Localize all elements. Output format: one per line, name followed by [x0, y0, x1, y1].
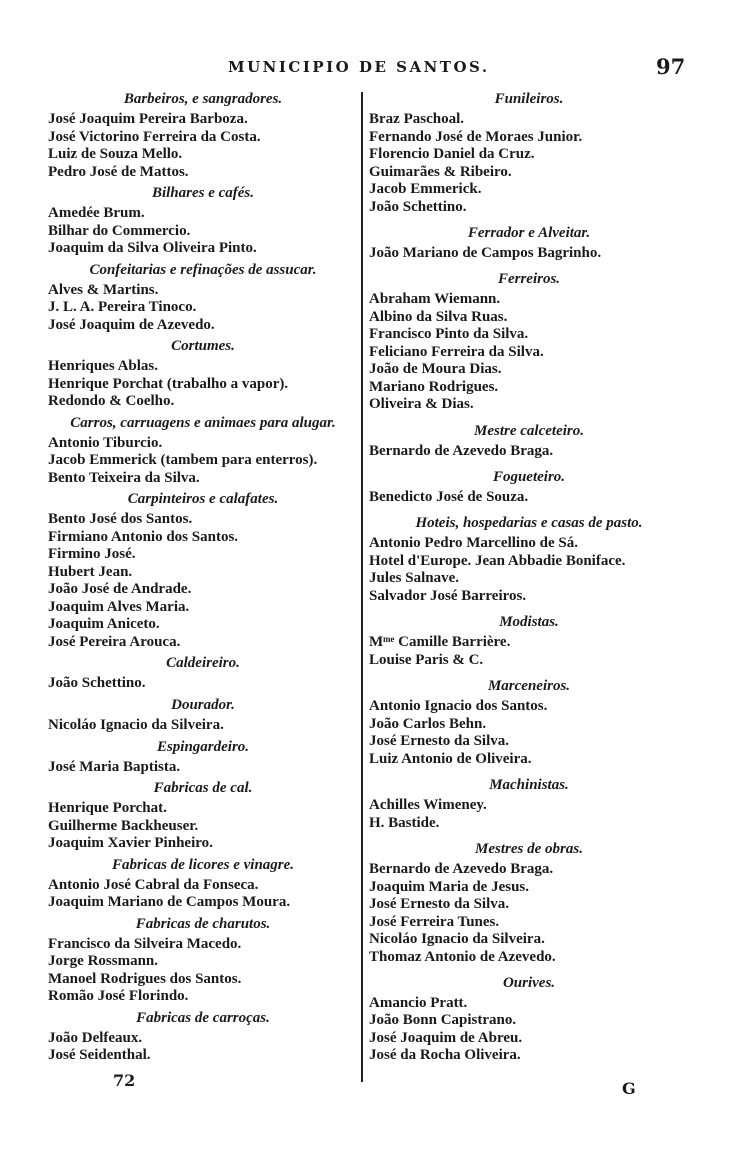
directory-section: [48, 490, 358, 651]
directory-section: [48, 261, 358, 335]
directory-entry: Joaquim Mariano de Campos Moura.: [48, 894, 291, 911]
directory-entry: J. L. A. Pereira Tinoco.: [48, 299, 197, 316]
directory-entry: Hotel d'Europe. Jean Abbadie Boniface.: [369, 552, 626, 569]
section-heading: Fabricas de carroças.: [136, 1009, 270, 1026]
directory-entry: João Schettino.: [369, 198, 467, 215]
directory-entry: Henrique Porchat (trabalho a vapor).: [48, 375, 289, 392]
directory-section: [369, 224, 689, 263]
section-heading: Espingardeiro.: [156, 738, 250, 755]
directory-entry: Jorge Rossmann.: [48, 953, 159, 970]
section-heading: Ferreiros.: [497, 271, 561, 288]
directory-entry: Luiz de Souza Mello.: [48, 146, 183, 162]
section-heading: Carpinteiros e calafates.: [127, 491, 279, 508]
directory-entry: Mariano Rodrigues.: [369, 378, 499, 395]
directory-entry: Guimarães & Ribeiro.: [369, 163, 512, 180]
section-heading: Confeitarias e refinações de assucar.: [89, 261, 317, 278]
directory-section: [369, 776, 689, 832]
directory-section: [48, 337, 358, 411]
directory-entry: Romão José Florindo.: [48, 988, 189, 1005]
directory-entry: Francisco Pinto da Silva.: [369, 326, 529, 343]
directory-entry: José Joaquim de Abreu.: [369, 1029, 523, 1046]
directory-section: [369, 270, 689, 414]
section-heading: Fabricas de cal.: [153, 780, 253, 797]
section-heading: Dourador.: [171, 697, 235, 714]
directory-entry: João de Moura Dias.: [369, 361, 502, 378]
section-heading: Ferrador e Alveitar.: [467, 224, 591, 241]
directory-entry: Braz Paschoal.: [369, 111, 464, 127]
directory-section: [369, 90, 689, 216]
directory-entry: Antonio José Cabral da Fonseca.: [48, 876, 259, 893]
directory-entry: José Ernesto da Silva.: [369, 733, 510, 750]
directory-entry: Nicoláo Ignacio da Silveira.: [48, 717, 224, 734]
directory-entry: Hubert Jean.: [48, 563, 133, 580]
directory-entry: Abraham Wiemann.: [369, 291, 501, 308]
directory-entry: Henriques Ablas.: [48, 358, 159, 375]
column-divider: [361, 92, 363, 1082]
directory-section: [369, 613, 689, 669]
directory-entry: Feliciano Ferreira da Silva.: [369, 343, 544, 360]
directory-section: [48, 779, 358, 853]
directory-entry: Bento Teixeira da Silva.: [48, 469, 200, 486]
section-heading: Mestre calceteiro.: [474, 422, 584, 439]
directory-section: [369, 974, 689, 1065]
section-heading: Ourives.: [502, 974, 556, 991]
running-title: MUNICIPIO DE SANTOS.: [228, 58, 490, 76]
directory-entry: José Maria Baptista.: [48, 758, 181, 775]
directory-entry: Antonio Ignacio dos Santos.: [369, 698, 548, 715]
section-heading: Hoteis, hospedarias e casas de pasto.: [415, 515, 643, 532]
directory-entry: José Seidenthal.: [48, 1047, 151, 1064]
section-heading: Fabricas de licores e vinagre.: [111, 856, 295, 873]
section-heading: Machinistas.: [489, 777, 569, 794]
section-heading: Modistas.: [499, 614, 559, 631]
directory-entry: Bernardo de Azevedo Braga.: [369, 442, 554, 459]
directory-entry: Mᵐᵉ Camille Barrière.: [369, 634, 511, 651]
directory-section: [48, 414, 358, 488]
directory-entry: Francisco da Silveira Macedo.: [48, 935, 242, 952]
section-heading: Funileiros.: [494, 91, 564, 107]
directory-section: [48, 1009, 358, 1065]
directory-section: [48, 738, 358, 777]
directory-entry: Alves & Martins.: [48, 281, 159, 298]
section-heading: Bilhares e cafés.: [151, 185, 255, 202]
directory-entry: Benedicto José de Souza.: [369, 489, 529, 506]
directory-entry: Pedro José de Mattos.: [48, 163, 189, 180]
section-heading: Fogueteiro.: [492, 469, 566, 486]
directory-section: [48, 856, 358, 912]
directory-section: [369, 422, 689, 461]
section-heading: Marceneiros.: [487, 678, 571, 695]
directory-entry: Joaquim Maria de Jesus.: [369, 878, 530, 895]
directory-entry: Achilles Wimeney.: [369, 797, 487, 814]
directory-entry: Joaquim Aniceto.: [48, 616, 160, 633]
directory-section: [48, 90, 358, 181]
directory-entry: Florencio Daniel da Cruz.: [369, 146, 535, 162]
directory-entry: Manoel Rodrigues dos Santos.: [48, 970, 242, 987]
section-heading: Carros, carruagens e animaes para alugar.: [70, 414, 336, 431]
section-heading: Mestres de obras.: [475, 841, 583, 858]
directory-entry: José Ferreira Tunes.: [369, 913, 500, 930]
directory-entry: Jules Salnave.: [369, 570, 460, 587]
directory-entry: José Pereira Arouca.: [48, 633, 181, 650]
directory-entry: Jacob Emmerick (tambem para enterros).: [48, 452, 318, 469]
directory-entry: H. Bastide.: [369, 814, 440, 831]
section-heading: Caldeireiro.: [166, 655, 240, 672]
directory-entry: João Bonn Capistrano.: [369, 1012, 517, 1029]
page-number: 97: [656, 54, 686, 79]
directory-entry: João José de Andrade.: [48, 581, 192, 598]
directory-entry: Jacob Emmerick.: [369, 181, 482, 197]
directory-section: [369, 514, 689, 605]
directory-entry: Albino da Silva Ruas.: [369, 308, 508, 325]
directory-entry: Bento José dos Santos.: [48, 511, 193, 528]
directory-entry: Oliveira & Dias.: [369, 396, 474, 413]
directory-entry: Bilhar do Commercio.: [48, 222, 191, 239]
directory-section: [48, 915, 358, 1006]
directory-entry: Bernardo de Azevedo Braga.: [369, 861, 554, 878]
signature-mark: G: [622, 1079, 636, 1098]
directory-entry: Louise Paris & C.: [369, 651, 484, 668]
section-heading: Cortumes.: [171, 338, 235, 355]
directory-entry: Antonio Pedro Marcellino de Sá.: [369, 535, 579, 552]
directory-entry: Nicoláo Ignacio da Silveira.: [369, 931, 545, 948]
directory-entry: Joaquim Alves Maria.: [48, 598, 190, 615]
directory-entry: José Joaquim Pereira Barboza.: [48, 111, 248, 127]
directory-entry: Amancio Pratt.: [369, 994, 468, 1011]
directory-entry: Amedée Brum.: [48, 205, 145, 222]
footer-page-number: 72: [113, 1071, 136, 1090]
directory-entry: Guilherme Backheuser.: [48, 817, 199, 834]
directory-entry: João Mariano de Campos Bagrinho.: [369, 244, 602, 261]
directory-section: [369, 840, 689, 966]
directory-section: [48, 696, 358, 735]
directory-entry: Salvador José Barreiros.: [369, 587, 527, 604]
directory-section: [48, 184, 358, 258]
directory-entry: Redondo & Coelho.: [48, 393, 175, 410]
section-heading: Fabricas de charutos.: [135, 915, 271, 932]
directory-entry: João Delfeaux.: [48, 1029, 143, 1046]
directory-entry: Henrique Porchat.: [48, 800, 167, 817]
directory-entry: Firmino José.: [48, 546, 136, 563]
directory-section: [369, 468, 689, 507]
page-header: [0, 54, 736, 82]
directory-entry: Joaquim da Silva Oliveira Pinto.: [48, 240, 257, 257]
directory-entry: Firmiano Antonio dos Santos.: [48, 528, 239, 545]
directory-entry: Luiz Antonio de Oliveira.: [369, 750, 532, 767]
directory-entry: Fernando José de Moraes Junior.: [369, 128, 583, 145]
directory-entry: José Joaquim de Azevedo.: [48, 316, 215, 333]
directory-entry: José da Rocha Oliveira.: [369, 1047, 521, 1064]
directory-section: [48, 654, 358, 693]
left-column: [48, 90, 358, 1065]
directory-entry: Joaquim Xavier Pinheiro.: [48, 835, 213, 852]
directory-entry: José Ernesto da Silva.: [369, 896, 510, 913]
directory-entry: José Victorino Ferreira da Costa.: [48, 128, 261, 145]
directory-entry: João Carlos Behn.: [369, 715, 487, 732]
section-heading: Barbeiros, e sangradores.: [123, 91, 283, 107]
directory-entry: Antonio Tiburcio.: [48, 434, 163, 451]
directory-entry: Thomaz Antonio de Azevedo.: [369, 948, 556, 965]
right-column: [369, 90, 689, 1065]
directory-entry: João Schettino.: [48, 675, 146, 692]
directory-section: [369, 677, 689, 768]
